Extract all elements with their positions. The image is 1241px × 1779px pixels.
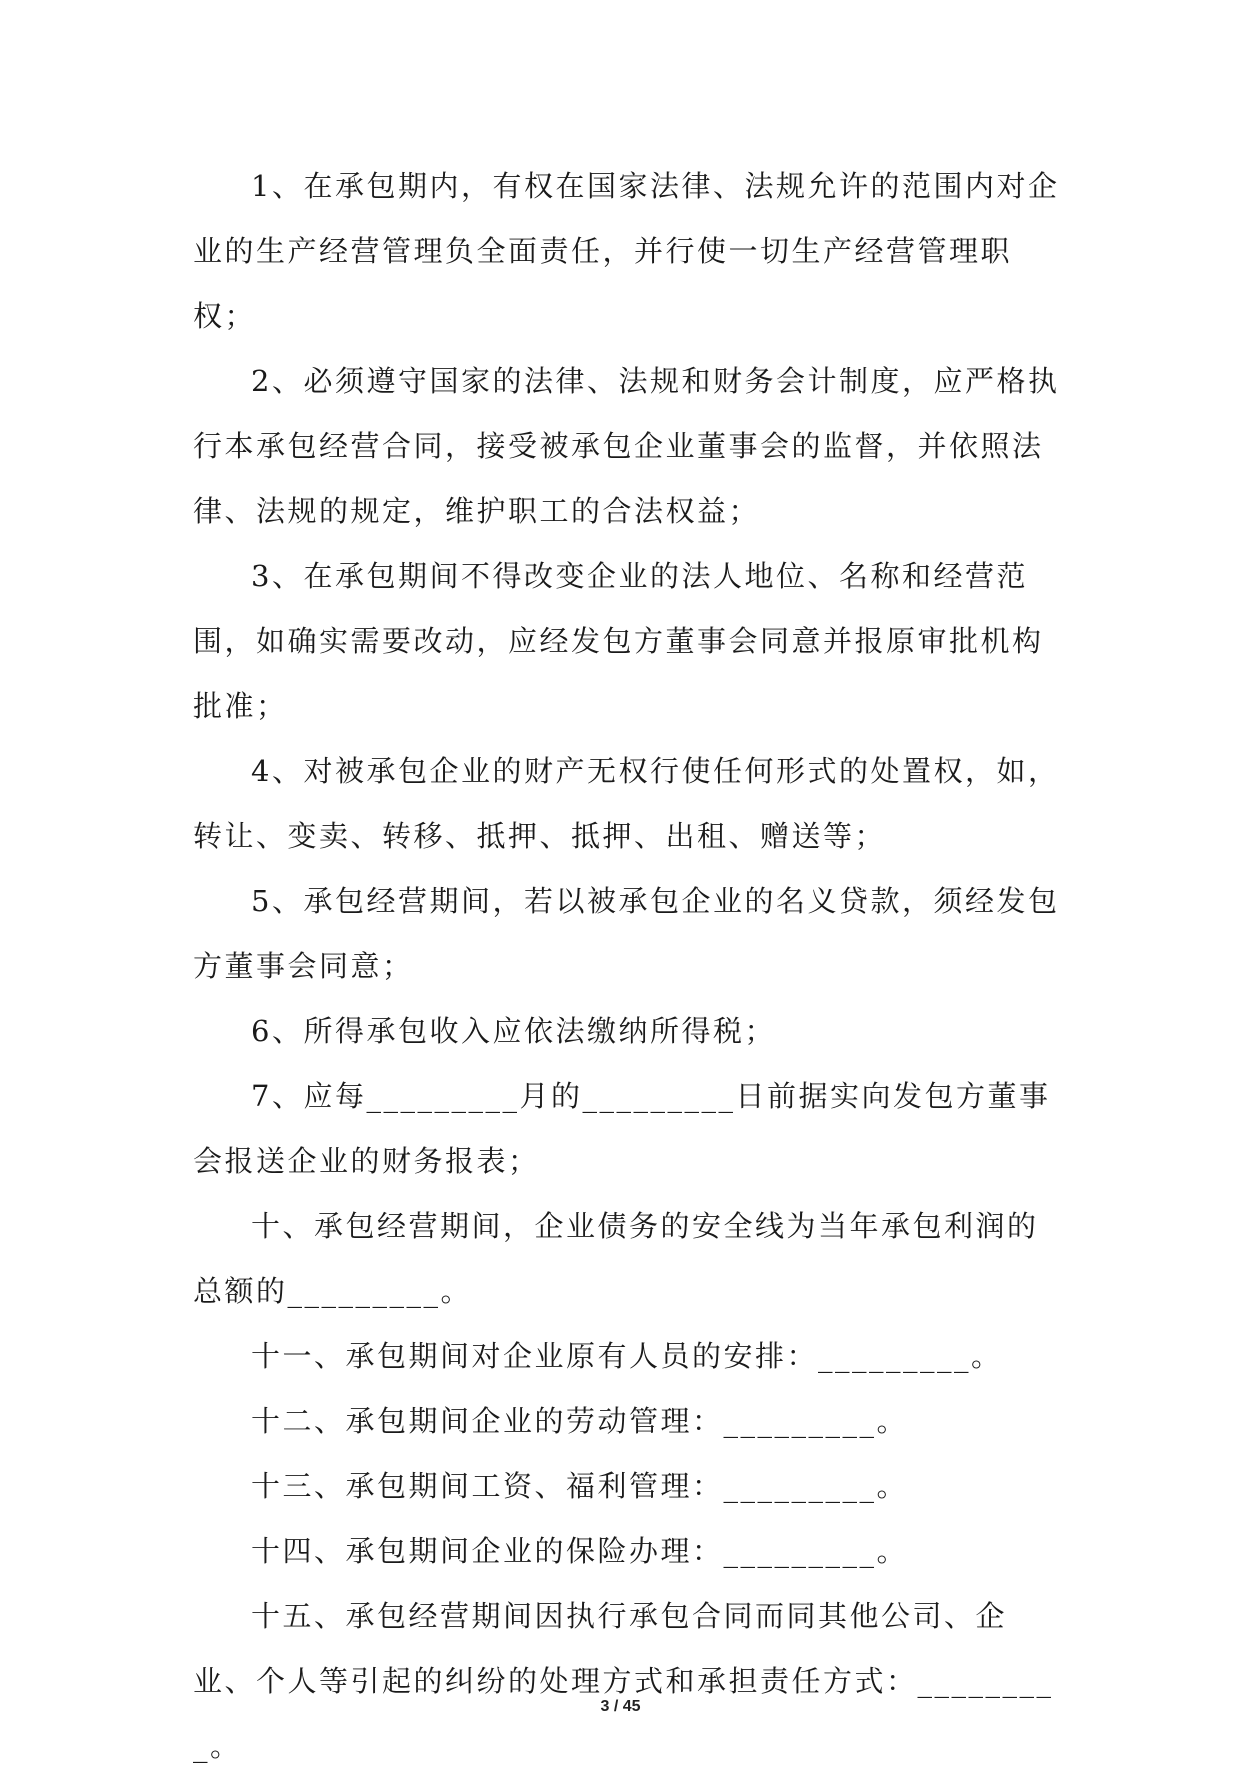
clause-3: 3、在承包期间不得改变企业的法人地位、名称和经营范围，如确实需要改动，应经发包方董事会同意并报原审批机构批准； xyxy=(193,559,1044,723)
section-15: 十五、承包经营期间因执行承包合同而同其他公司、企业、个人等引起的纠纷的处理方式和承担责任方式：_________。 xyxy=(193,1599,1054,1763)
page-number: 3 / 45 xyxy=(600,1698,641,1715)
section-12: 十二、承包期间企业的劳动管理：_________。 xyxy=(251,1404,909,1438)
clause-5: 5、承包经营期间，若以被承包企业的名义贷款，须经发包方董事会同意； xyxy=(193,884,1060,983)
clause-2: 2、必须遵守国家的法律、法规和财务会计制度，应严格执行本承包经营合同，接受被承包企业董事会的监督，并依照法律、法规的规定，维护职工的合法权益； xyxy=(193,364,1060,528)
section-10: 十、承包经营期间，企业债务的安全线为当年承包利润的总额的_________。 xyxy=(193,1209,1039,1308)
clause-6: 6、所得承包收入应依法缴纳所得税； xyxy=(251,1014,776,1048)
clause-7: 7、应每_________月的_________日前据实向发包方董事会报送企业的财务报表； xyxy=(193,1079,1051,1178)
clause-4: 4、对被承包企业的财产无权行使任何形式的处置权，如，转让、变卖、转移、抵押、抵押、出租、赠送等； xyxy=(193,754,1060,853)
section-13: 十三、承包期间工资、福利管理：_________。 xyxy=(251,1469,909,1503)
document-body xyxy=(193,154,1063,1779)
clause-1: 1、在承包期内，有权在国家法律、法规允许的范围内对企业的生产经营管理负全面责任，并行使一切生产经营管理职权； xyxy=(193,169,1060,333)
section-11: 十一、承包期间对企业原有人员的安排：_________。 xyxy=(251,1339,1003,1373)
section-14: 十四、承包期间企业的保险办理：_________。 xyxy=(251,1534,909,1568)
